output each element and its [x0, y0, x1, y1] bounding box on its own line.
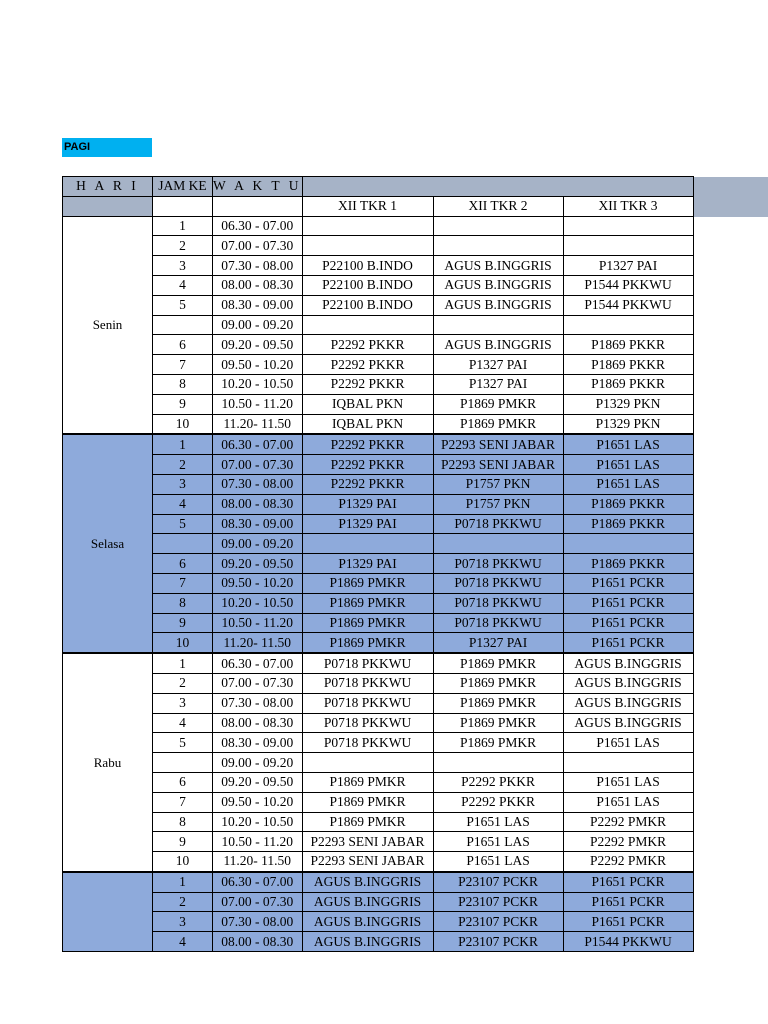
class2-cell: P0718 PKKWU	[433, 613, 563, 633]
session-label: PAGI	[62, 138, 152, 157]
time-cell: 09.20 - 09.50	[213, 772, 303, 792]
period-cell	[153, 534, 213, 554]
time-cell: 07.30 - 08.00	[213, 693, 303, 713]
period-cell: 5	[153, 733, 213, 753]
class3-cell: AGUS B.INGGRIS	[563, 653, 693, 673]
table-row	[63, 792, 694, 812]
class1-cell: P2292 PKKR	[302, 434, 433, 454]
class1-cell: P22100 B.INDO	[302, 295, 433, 315]
period-cell: 3	[153, 256, 213, 276]
table-row	[63, 534, 694, 554]
class3-cell: P1651 LAS	[563, 434, 693, 454]
time-cell: 08.00 - 08.30	[213, 494, 303, 514]
class1-cell: P2292 PKKR	[302, 355, 433, 375]
period-cell: 5	[153, 514, 213, 534]
class1-cell: P1869 PMKR	[302, 772, 433, 792]
class3-cell	[563, 315, 693, 335]
class3-cell: P1329 PKN	[563, 394, 693, 414]
class-header-2: XII TKR 2	[433, 196, 563, 216]
class2-cell: P1327 PAI	[433, 355, 563, 375]
header-jam-ke: JAM KE	[153, 177, 213, 197]
class2-cell: P23107 PCKR	[433, 892, 563, 912]
time-cell: 10.50 - 11.20	[213, 832, 303, 852]
class2-cell	[433, 315, 563, 335]
table-row	[63, 315, 694, 335]
class2-cell: P0718 PKKWU	[433, 593, 563, 613]
period-cell: 10	[153, 852, 213, 872]
class2-cell: P23107 PCKR	[433, 932, 563, 952]
class3-cell: P1869 PKKR	[563, 494, 693, 514]
class3-cell: P1544 PKKWU	[563, 295, 693, 315]
class1-cell: AGUS B.INGGRIS	[302, 932, 433, 952]
day-cell: Rabu	[63, 653, 153, 872]
class3-cell: P1544 PKKWU	[563, 932, 693, 952]
class2-cell: AGUS B.INGGRIS	[433, 256, 563, 276]
class1-cell: IQBAL PKN	[302, 394, 433, 414]
class1-cell: P1869 PMKR	[302, 593, 433, 613]
table-row	[63, 593, 694, 613]
class1-cell: AGUS B.INGGRIS	[302, 912, 433, 932]
class2-cell: P1869 PMKR	[433, 673, 563, 693]
class1-cell: P1329 PAI	[302, 554, 433, 574]
period-cell: 1	[153, 434, 213, 454]
time-cell: 07.00 - 07.30	[213, 892, 303, 912]
period-cell: 2	[153, 673, 213, 693]
table-row	[63, 514, 694, 534]
period-cell: 3	[153, 693, 213, 713]
period-cell: 7	[153, 792, 213, 812]
class3-cell: P1327 PAI	[563, 256, 693, 276]
class2-cell: P2293 SENI JABAR	[433, 434, 563, 454]
class3-cell: P1869 PKKR	[563, 335, 693, 355]
class2-cell: P1869 PMKR	[433, 394, 563, 414]
period-cell: 3	[153, 912, 213, 932]
class1-cell: AGUS B.INGGRIS	[302, 872, 433, 892]
class1-cell: P0718 PKKWU	[302, 653, 433, 673]
period-cell	[153, 315, 213, 335]
day-cell: Senin	[63, 216, 153, 434]
period-cell: 4	[153, 713, 213, 733]
class2-cell: P0718 PKKWU	[433, 573, 563, 593]
class2-cell: P0718 PKKWU	[433, 514, 563, 534]
class3-cell: P1544 PKKWU	[563, 275, 693, 295]
period-cell: 6	[153, 554, 213, 574]
class3-cell: P2292 PMKR	[563, 852, 693, 872]
class2-cell	[433, 534, 563, 554]
time-cell: 08.30 - 09.00	[213, 295, 303, 315]
class2-cell: P1757 PKN	[433, 474, 563, 494]
time-cell: 09.00 - 09.20	[213, 534, 303, 554]
class3-cell: P1651 PCKR	[563, 613, 693, 633]
time-cell: 09.00 - 09.20	[213, 315, 303, 335]
class1-cell: P2292 PKKR	[302, 335, 433, 355]
class1-cell: P2292 PKKR	[302, 455, 433, 475]
period-cell: 10	[153, 414, 213, 434]
class1-cell	[302, 315, 433, 335]
period-cell: 4	[153, 275, 213, 295]
time-cell: 07.00 - 07.30	[213, 236, 303, 256]
class3-cell: P1651 PCKR	[563, 633, 693, 653]
time-cell: 10.20 - 10.50	[213, 812, 303, 832]
class3-cell	[563, 534, 693, 554]
table-row	[63, 236, 694, 256]
class3-cell: AGUS B.INGGRIS	[563, 713, 693, 733]
time-cell: 07.30 - 08.00	[213, 256, 303, 276]
table-row	[63, 295, 694, 315]
class3-cell: P1869 PKKR	[563, 374, 693, 394]
time-cell: 11.20- 11.50	[213, 633, 303, 653]
class3-cell: P1651 LAS	[563, 792, 693, 812]
class2-cell: P1869 PMKR	[433, 733, 563, 753]
period-cell: 1	[153, 216, 213, 236]
class1-cell: P1869 PMKR	[302, 792, 433, 812]
class2-cell: P1869 PMKR	[433, 693, 563, 713]
time-cell: 10.50 - 11.20	[213, 394, 303, 414]
class3-cell	[563, 753, 693, 773]
period-cell	[153, 753, 213, 773]
schedule-table	[62, 176, 694, 952]
period-cell: 8	[153, 593, 213, 613]
class1-cell	[302, 534, 433, 554]
class3-cell: P1869 PKKR	[563, 554, 693, 574]
time-cell: 07.30 - 08.00	[213, 474, 303, 494]
class1-cell: P2292 PKKR	[302, 474, 433, 494]
class3-cell: P1651 LAS	[563, 474, 693, 494]
class3-cell: P1651 PCKR	[563, 912, 693, 932]
table-row	[63, 355, 694, 375]
time-cell: 07.00 - 07.30	[213, 673, 303, 693]
class3-cell: P1869 PKKR	[563, 355, 693, 375]
table-row	[63, 414, 694, 434]
class2-cell	[433, 236, 563, 256]
class1-cell: P1869 PMKR	[302, 633, 433, 653]
table-row	[63, 872, 694, 892]
period-cell: 3	[153, 474, 213, 494]
day-cell	[63, 872, 153, 952]
time-cell: 08.00 - 08.30	[213, 713, 303, 733]
header-class-band	[302, 177, 693, 197]
subheader-empty	[63, 196, 153, 216]
time-cell: 09.50 - 10.20	[213, 792, 303, 812]
time-cell: 10.20 - 10.50	[213, 593, 303, 613]
time-cell: 06.30 - 07.00	[213, 653, 303, 673]
class3-cell: P1651 LAS	[563, 772, 693, 792]
table-row	[63, 573, 694, 593]
time-cell: 06.30 - 07.00	[213, 434, 303, 454]
class3-cell: P1651 LAS	[563, 733, 693, 753]
time-cell: 06.30 - 07.00	[213, 216, 303, 236]
class2-cell: P1327 PAI	[433, 374, 563, 394]
class1-cell: AGUS B.INGGRIS	[302, 892, 433, 912]
class2-cell: P1651 LAS	[433, 812, 563, 832]
class1-cell: P1329 PAI	[302, 514, 433, 534]
class-header-1: XII TKR 1	[302, 196, 433, 216]
class3-cell: AGUS B.INGGRIS	[563, 693, 693, 713]
class1-cell: P2293 SENI JABAR	[302, 852, 433, 872]
class2-cell: P1869 PMKR	[433, 713, 563, 733]
class3-cell: P2292 PMKR	[563, 812, 693, 832]
class1-cell: P0718 PKKWU	[302, 673, 433, 693]
class3-cell: P2292 PMKR	[563, 832, 693, 852]
class2-cell: AGUS B.INGGRIS	[433, 335, 563, 355]
time-cell: 09.50 - 10.20	[213, 355, 303, 375]
table-row	[63, 653, 694, 673]
class1-cell: IQBAL PKN	[302, 414, 433, 434]
time-cell: 08.30 - 09.00	[213, 514, 303, 534]
table-row	[63, 713, 694, 733]
header-waktu: W A K T U	[213, 177, 303, 197]
table-row	[63, 892, 694, 912]
period-cell: 6	[153, 335, 213, 355]
time-cell: 09.00 - 09.20	[213, 753, 303, 773]
table-row	[63, 613, 694, 633]
table-row	[63, 374, 694, 394]
class1-cell	[302, 753, 433, 773]
schedule-body	[63, 216, 694, 951]
time-cell: 11.20- 11.50	[213, 852, 303, 872]
table-row	[63, 633, 694, 653]
class2-cell: P1651 LAS	[433, 832, 563, 852]
time-cell: 09.50 - 10.20	[213, 573, 303, 593]
table-row	[63, 474, 694, 494]
period-cell: 9	[153, 613, 213, 633]
class2-cell	[433, 753, 563, 773]
time-cell: 10.50 - 11.20	[213, 613, 303, 633]
class2-cell: P1869 PMKR	[433, 414, 563, 434]
table-row	[63, 912, 694, 932]
time-cell: 07.00 - 07.30	[213, 455, 303, 475]
class1-cell	[302, 216, 433, 236]
time-cell: 06.30 - 07.00	[213, 872, 303, 892]
period-cell: 2	[153, 892, 213, 912]
header-fill-block	[691, 177, 768, 217]
day-cell: Selasa	[63, 434, 153, 653]
table-row	[63, 275, 694, 295]
class2-cell: AGUS B.INGGRIS	[433, 275, 563, 295]
table-row	[63, 812, 694, 832]
period-cell: 2	[153, 455, 213, 475]
class1-cell: P1329 PAI	[302, 494, 433, 514]
table-row	[63, 693, 694, 713]
class2-cell: P1869 PMKR	[433, 653, 563, 673]
table-row	[63, 932, 694, 952]
period-cell: 7	[153, 573, 213, 593]
period-cell: 5	[153, 295, 213, 315]
class1-cell: P1869 PMKR	[302, 812, 433, 832]
table-row	[63, 216, 694, 236]
period-cell: 2	[153, 236, 213, 256]
header-hari: H A R I	[63, 177, 153, 197]
class1-cell: P0718 PKKWU	[302, 713, 433, 733]
period-cell: 6	[153, 772, 213, 792]
class2-cell: P0718 PKKWU	[433, 554, 563, 574]
table-row	[63, 256, 694, 276]
class1-cell	[302, 236, 433, 256]
table-row	[63, 852, 694, 872]
period-cell: 1	[153, 872, 213, 892]
time-cell: 08.30 - 09.00	[213, 733, 303, 753]
class2-cell: P1757 PKN	[433, 494, 563, 514]
class2-cell: P23107 PCKR	[433, 912, 563, 932]
class2-cell: P23107 PCKR	[433, 872, 563, 892]
table-row	[63, 554, 694, 574]
class3-cell: P1869 PKKR	[563, 514, 693, 534]
table-row	[63, 733, 694, 753]
class3-cell: P1651 PCKR	[563, 872, 693, 892]
class1-cell: P22100 B.INDO	[302, 256, 433, 276]
class2-cell: P1327 PAI	[433, 633, 563, 653]
table-row	[63, 494, 694, 514]
class2-cell: P2292 PKKR	[433, 772, 563, 792]
class3-cell: AGUS B.INGGRIS	[563, 673, 693, 693]
period-cell: 8	[153, 812, 213, 832]
class2-cell	[433, 216, 563, 236]
class-header-3: XII TKR 3	[563, 196, 693, 216]
class1-cell: P22100 B.INDO	[302, 275, 433, 295]
period-cell: 4	[153, 494, 213, 514]
class3-cell: P1651 PCKR	[563, 593, 693, 613]
class1-cell: P0718 PKKWU	[302, 733, 433, 753]
class2-cell: P2292 PKKR	[433, 792, 563, 812]
subheader-empty	[153, 196, 213, 216]
table-row	[63, 394, 694, 414]
header-row	[63, 177, 694, 197]
period-cell: 8	[153, 374, 213, 394]
table-row	[63, 335, 694, 355]
time-cell: 08.00 - 08.30	[213, 932, 303, 952]
class2-cell: P2293 SENI JABAR	[433, 455, 563, 475]
class2-cell: AGUS B.INGGRIS	[433, 295, 563, 315]
period-cell: 7	[153, 355, 213, 375]
class1-cell: P2292 PKKR	[302, 374, 433, 394]
table-row	[63, 832, 694, 852]
class1-cell: P1869 PMKR	[302, 573, 433, 593]
time-cell: 08.00 - 08.30	[213, 275, 303, 295]
period-cell: 10	[153, 633, 213, 653]
time-cell: 10.20 - 10.50	[213, 374, 303, 394]
period-cell: 9	[153, 832, 213, 852]
time-cell: 09.20 - 09.50	[213, 554, 303, 574]
class1-cell: P1869 PMKR	[302, 613, 433, 633]
time-cell: 09.20 - 09.50	[213, 335, 303, 355]
class3-cell: P1651 LAS	[563, 455, 693, 475]
period-cell: 4	[153, 932, 213, 952]
period-cell: 1	[153, 653, 213, 673]
table-row	[63, 455, 694, 475]
time-cell: 07.30 - 08.00	[213, 912, 303, 932]
class3-cell: P1329 PKN	[563, 414, 693, 434]
class1-cell: P0718 PKKWU	[302, 693, 433, 713]
class-header-row	[63, 196, 694, 216]
class3-cell: P1651 PCKR	[563, 892, 693, 912]
class3-cell: P1651 PCKR	[563, 573, 693, 593]
period-cell: 9	[153, 394, 213, 414]
table-row	[63, 772, 694, 792]
class3-cell	[563, 216, 693, 236]
table-row	[63, 673, 694, 693]
subheader-empty	[213, 196, 303, 216]
table-row	[63, 753, 694, 773]
class1-cell: P2293 SENI JABAR	[302, 832, 433, 852]
table-row	[63, 434, 694, 454]
time-cell: 11.20- 11.50	[213, 414, 303, 434]
class2-cell: P1651 LAS	[433, 852, 563, 872]
class3-cell	[563, 236, 693, 256]
